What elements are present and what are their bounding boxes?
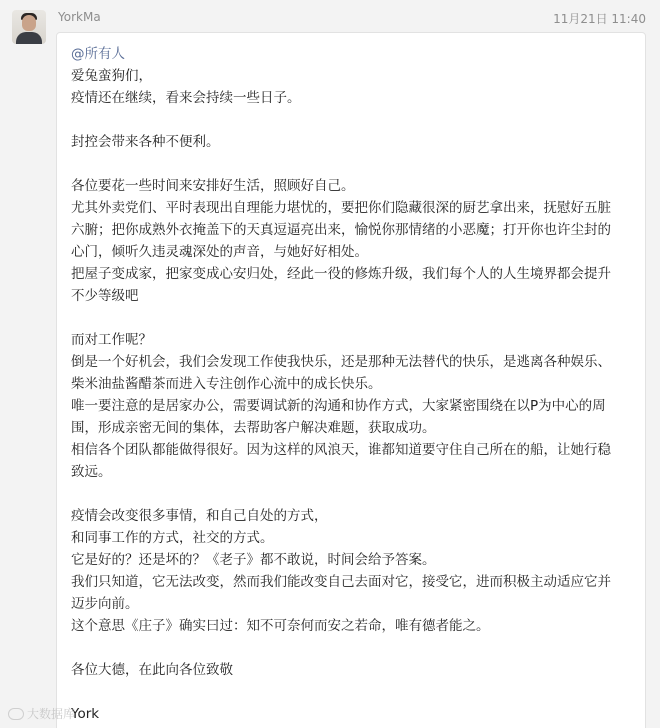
message-line: 柴米油盐酱醋茶而进入专注创作心流中的成长快乐。 xyxy=(71,376,382,392)
message-line: 各位要花一些时间来安排好生活，照顾好自己。 xyxy=(71,178,355,194)
message-line: 而对工作呢？ xyxy=(71,332,152,348)
message-line: 把屋子变成家，把家变成心安归处，经此一役的修炼升级，我们每个人的人生境界都会提升 xyxy=(71,266,611,282)
message-line: York xyxy=(71,706,100,722)
message-line: 这个意思《庄子》确实曰过：知不可奈何而安之若命，唯有德者能之。 xyxy=(71,618,490,634)
message-line: 围，形成亲密无间的集体，去帮助客户解决难题，获取成功。 xyxy=(71,420,436,436)
message-line: 尤其外卖党们、平时表现出自理能力堪忧的，要把你们隐藏很深的厨艺拿出来，抚慰好五脏 xyxy=(71,200,611,216)
message-line: 和同事工作的方式，社交的方式。 xyxy=(71,530,274,546)
sender-name[interactable]: YorkMa xyxy=(58,10,101,24)
message-line: 各位大德，在此向各位致敬 xyxy=(71,662,233,678)
message-line: 疫情会改变很多事情，和自己自处的方式， xyxy=(71,508,328,524)
message-line: 六腑；把你成熟外衣掩盖下的天真逗逼亮出来，愉悦你那情绪的小恶魔；打开你也许尘封的 xyxy=(71,222,611,238)
watermark-logo-icon xyxy=(8,708,24,720)
message-line: 心门，倾听久违灵魂深处的声音，与她好好相处。 xyxy=(71,244,368,260)
message-bubble xyxy=(56,32,646,728)
avatar-face xyxy=(22,15,36,31)
watermark-text: 大数据库 xyxy=(27,707,76,721)
message-line: 爱兔蛮狗们， xyxy=(71,68,152,84)
message-line xyxy=(71,153,631,175)
mention-all-link[interactable]: @所有人 xyxy=(71,46,125,62)
message-timestamp: 11月21日 11:40 xyxy=(553,12,646,26)
message-line xyxy=(71,681,631,703)
avatar-body xyxy=(16,32,42,44)
avatar[interactable] xyxy=(12,10,46,44)
message-line: 倒是一个好机会，我们会发现工作使我快乐，还是那种无法替代的快乐，是逃离各种娱乐、 xyxy=(71,354,611,370)
message-line: 它是好的？还是坏的？《老子》都不敢说，时间会给予答案。 xyxy=(71,552,436,568)
message-line xyxy=(71,307,631,329)
message-line: 不少等级吧 xyxy=(71,288,139,304)
message-line: 疫情还在继续，看来会持续一些日子。 xyxy=(71,90,301,106)
message-line: 我们只知道，它无法改变，然而我们能改变自己去面对它，接受它，进而积极主动适应它并 xyxy=(71,574,611,590)
message-line: 致远。 xyxy=(71,464,112,480)
message-body xyxy=(71,65,631,725)
message-line: 封控会带来各种不便利。 xyxy=(71,134,220,150)
message-line: 唯一要注意的是居家办公，需要调试新的沟通和协作方式，大家紧密围绕在以P为中心的周 xyxy=(71,398,606,414)
message-line xyxy=(71,483,631,505)
message-line: 迈步向前。 xyxy=(71,596,139,612)
watermark xyxy=(8,705,75,722)
message-line xyxy=(71,637,631,659)
message-line xyxy=(71,109,631,131)
message-line: 相信各个团队都能做得很好。因为这样的风浪天，谁都知道要守住自己所在的船，让她行稳 xyxy=(71,442,611,458)
